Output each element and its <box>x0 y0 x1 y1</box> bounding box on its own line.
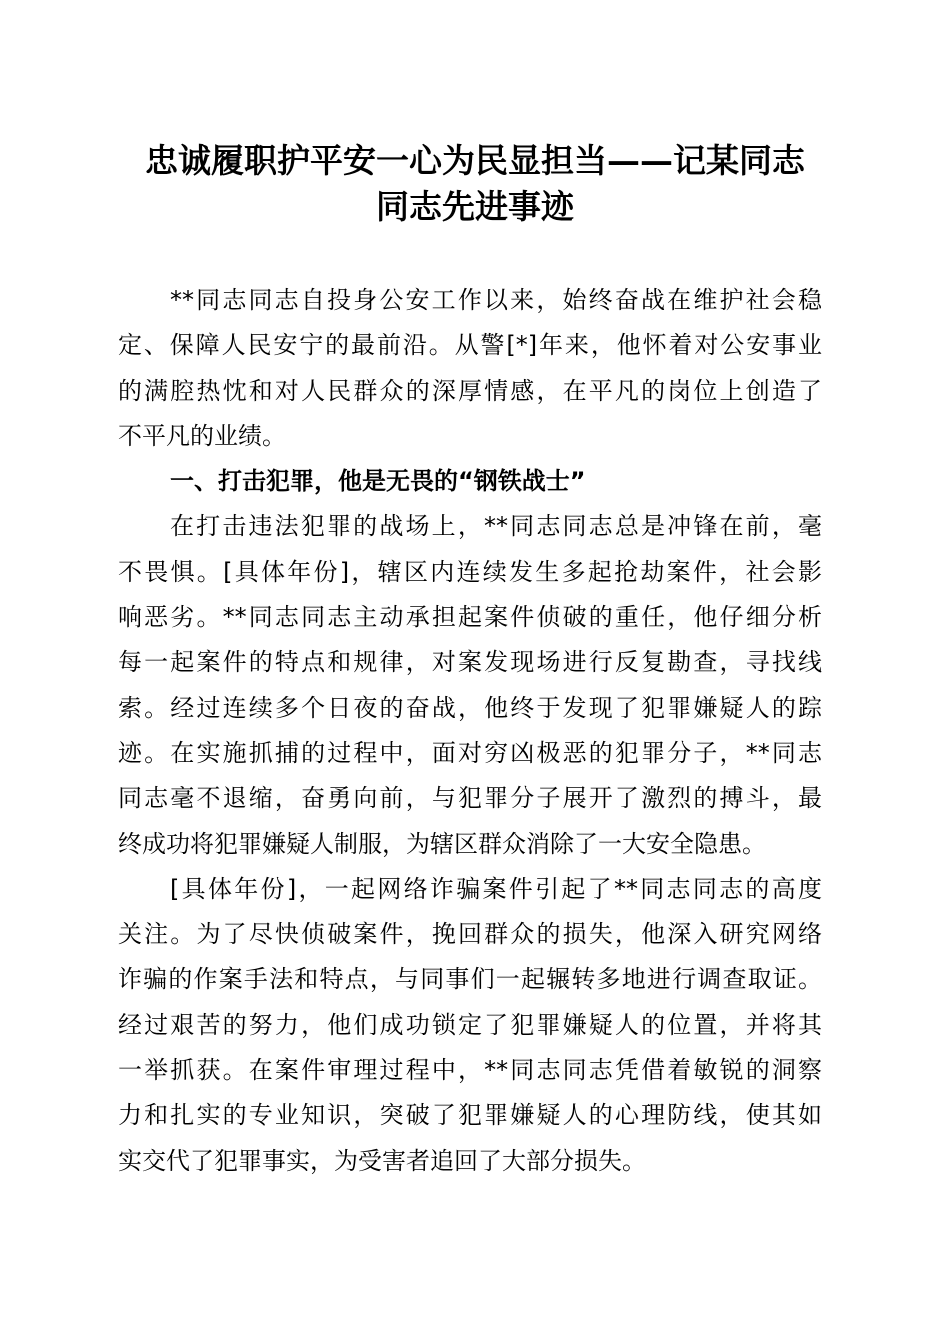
text-line: 实交代了犯罪事实，为受害者追回了大部分损失。 <box>118 1146 646 1175</box>
text-line: 力和扎实的专业知识，突破了犯罪嫌疑人的心理防线，使其如 <box>118 1101 822 1130</box>
text-line: 不平凡的业绩。 <box>118 421 286 450</box>
document-title <box>110 138 840 230</box>
text-line: 终成功将犯罪嫌疑人制服，为辖区群众消除了一大安全隐患。 <box>118 829 766 858</box>
text-line: 定、保障人民安宁的最前沿。从警[*]年来，他怀着对公安事业 <box>118 331 822 360</box>
text-line: 同志毫不退缩，奋勇向前，与犯罪分子展开了激烈的搏斗，最 <box>118 784 822 813</box>
text-line: 的满腔热忱和对人民群众的深厚情感，在平凡的岗位上创造了 <box>118 376 822 405</box>
text-line: 不畏惧。[具体年份]，辖区内连续发生多起抢劫案件，社会影 <box>118 557 822 586</box>
text-line: 一举抓获。在案件审理过程中，**同志同志凭借着敏锐的洞察 <box>118 1056 822 1085</box>
text-line: 响恶劣。**同志同志主动承担起案件侦破的重任，他仔细分析 <box>118 603 822 632</box>
title-line-2: 同志先进事迹 <box>376 187 574 226</box>
text-line: [具体年份]，一起网络诈骗案件引起了**同志同志的高度 <box>170 874 822 903</box>
document-body <box>118 281 822 1187</box>
text-line: 每一起案件的特点和规律，对案发现场进行反复勘查，寻找线 <box>118 648 822 677</box>
section-heading: 一、打击犯罪，他是无畏的“钢铁战士” <box>170 467 586 496</box>
text-line: 迹。在实施抓捕的过程中，面对穷凶极恶的犯罪分子，**同志 <box>118 738 822 767</box>
text-line: 在打击违法犯罪的战场上，**同志同志总是冲锋在前，毫 <box>170 512 822 541</box>
paragraph-robbery-case <box>118 507 822 869</box>
text-line: 经过艰苦的努力，他们成功锁定了犯罪嫌疑人的位置，并将其 <box>118 1010 822 1039</box>
paragraph-fraud-case <box>118 870 822 1187</box>
paragraph-intro <box>118 281 822 462</box>
text-line: **同志同志自投身公安工作以来，始终奋战在维护社会稳 <box>170 286 822 314</box>
text-line: 关注。为了尽快侦破案件，挽回群众的损失，他深入研究网络 <box>118 920 822 949</box>
title-line-1: 忠诚履职护平安一心为民显担当——记某同志 <box>145 141 805 180</box>
text-line: 索。经过连续多个日夜的奋战，他终于发现了犯罪嫌疑人的踪 <box>118 693 822 722</box>
text-line: 诈骗的作案手法和特点，与同事们一起辗转多地进行调查取证。 <box>118 965 822 994</box>
